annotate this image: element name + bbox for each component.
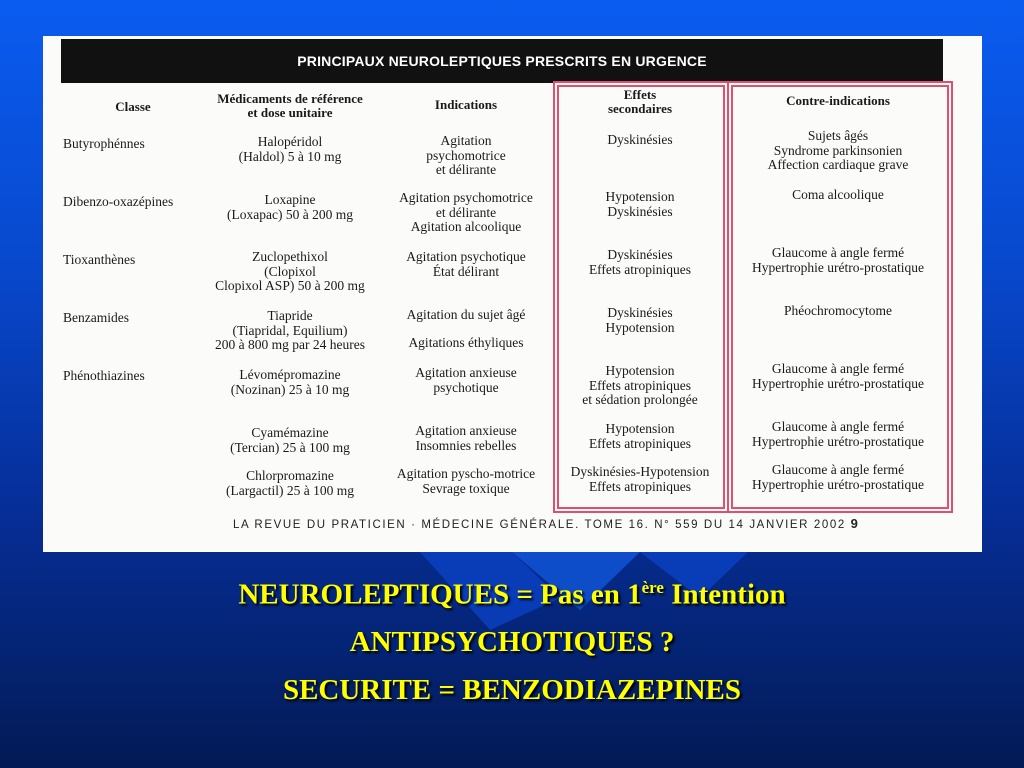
row-3-medicament: Zuclopethixol (Clopixol Clopixol ASP) 50 à 200 mg bbox=[215, 249, 365, 293]
row-1-classe: Butyrophénnes bbox=[63, 136, 145, 151]
header-effets-secondaires: Effets secondaires bbox=[607, 87, 673, 116]
row-3-classe: Tioxanthènes bbox=[63, 252, 136, 267]
row-6-medicament: Cyamémazine (Tercian) 25 à 100 mg bbox=[230, 425, 350, 455]
row-1-contre: Sujets âgés Syndrome parkinsonien Affection cardiaque grave bbox=[767, 128, 909, 172]
row-4-contre: Phéochromocytome bbox=[784, 303, 892, 318]
row-6-effets: Hypotension Effets atropiniques bbox=[588, 421, 692, 451]
header-medicaments: Médicaments de référence et dose unitaire bbox=[217, 91, 363, 120]
row-5-contre: Glaucome à angle fermé Hypertrophie urétro-prostatique bbox=[751, 361, 925, 391]
row-7-contre: Glaucome à angle fermé Hypertrophie urétro-prostatique bbox=[751, 462, 925, 492]
row-4-indications: Agitation du sujet âgé Agitations éthyliques bbox=[406, 307, 526, 350]
caption-line-2: ANTIPSYCHOTIQUES ? bbox=[349, 626, 675, 658]
header-classe: Classe bbox=[115, 99, 151, 114]
row-1-indications: Agitation psychomotrice et délirante bbox=[426, 133, 506, 177]
row-7-medicament: Chlorpromazine (Largactil) 25 à 100 mg bbox=[226, 468, 354, 498]
caption-line-3: SECURITE = BENZODIAZEPINES bbox=[282, 674, 742, 706]
caption-line-1-suffix: Intention bbox=[663, 578, 786, 611]
row-2-classe: Dibenzo-oxazépines bbox=[63, 194, 174, 209]
caption-line-1 bbox=[0, 578, 1024, 612]
row-1-medicament: Halopéridol (Haldol) 5 à 10 mg bbox=[238, 134, 342, 164]
row-3-contre: Glaucome à angle fermé Hypertrophie urétro-prostatique bbox=[751, 245, 925, 275]
header-contre-indications: Contre-indications bbox=[786, 93, 890, 108]
row-4-medicament: Tiapride (Tiapridal, Equilium) 200 à 800 mg par 24 heures bbox=[215, 308, 365, 352]
row-7-effets: Dyskinésies-Hypotension Effets atropiniques bbox=[570, 464, 710, 494]
caption-line-1-superscript: ère bbox=[641, 578, 664, 597]
row-5-effets: Hypotension Effets atropiniques et sédation prolongée bbox=[582, 363, 698, 407]
source-text: LA REVUE DU PRATICIEN · MÉDECINE GÉNÉRALE. TOME 16. N° 559 DU 14 JANVIER 2002 bbox=[233, 519, 846, 531]
header-indications: Indications bbox=[434, 97, 498, 112]
caption-line-1-prefix: NEUROLEPTIQUES = Pas en 1 bbox=[238, 578, 642, 611]
row-5-medicament: Lévomépromazine (Nozinan) 25 à 10 mg bbox=[230, 367, 350, 397]
scanned-table-image bbox=[43, 36, 982, 552]
row-4-classe: Benzamides bbox=[63, 310, 129, 325]
row-4-effets: Dyskinésies Hypotension bbox=[605, 305, 675, 335]
row-3-effets: Dyskinésies Effets atropiniques bbox=[588, 247, 692, 277]
row-2-medicament: Loxapine (Loxapac) 50 à 200 mg bbox=[227, 192, 353, 222]
row-7-indications: Agitation pyscho-motrice Sevrage toxique bbox=[396, 466, 536, 496]
table-title: PRINCIPAUX NEUROLEPTIQUES PRESCRITS EN URGENCE bbox=[61, 39, 943, 83]
row-3-indications: Agitation psychotique État délirant bbox=[406, 249, 526, 279]
row-2-contre: Coma alcoolique bbox=[792, 187, 884, 202]
row-5-classe: Phénothiazines bbox=[63, 368, 145, 383]
row-6-contre: Glaucome à angle fermé Hypertrophie urétro-prostatique bbox=[751, 419, 925, 449]
row-6-indications: Agitation anxieuse Insomnies rebelles bbox=[415, 423, 517, 453]
row-1-effets: Dyskinésies bbox=[607, 132, 673, 147]
page-number: 9 bbox=[850, 516, 858, 531]
source-citation bbox=[233, 516, 953, 531]
row-2-indications: Agitation psychomotrice et délirante Agitation alcoolique bbox=[399, 190, 533, 234]
row-2-effets: Hypotension Dyskinésies bbox=[605, 189, 675, 219]
row-5-indications: Agitation anxieuse psychotique bbox=[415, 365, 517, 395]
